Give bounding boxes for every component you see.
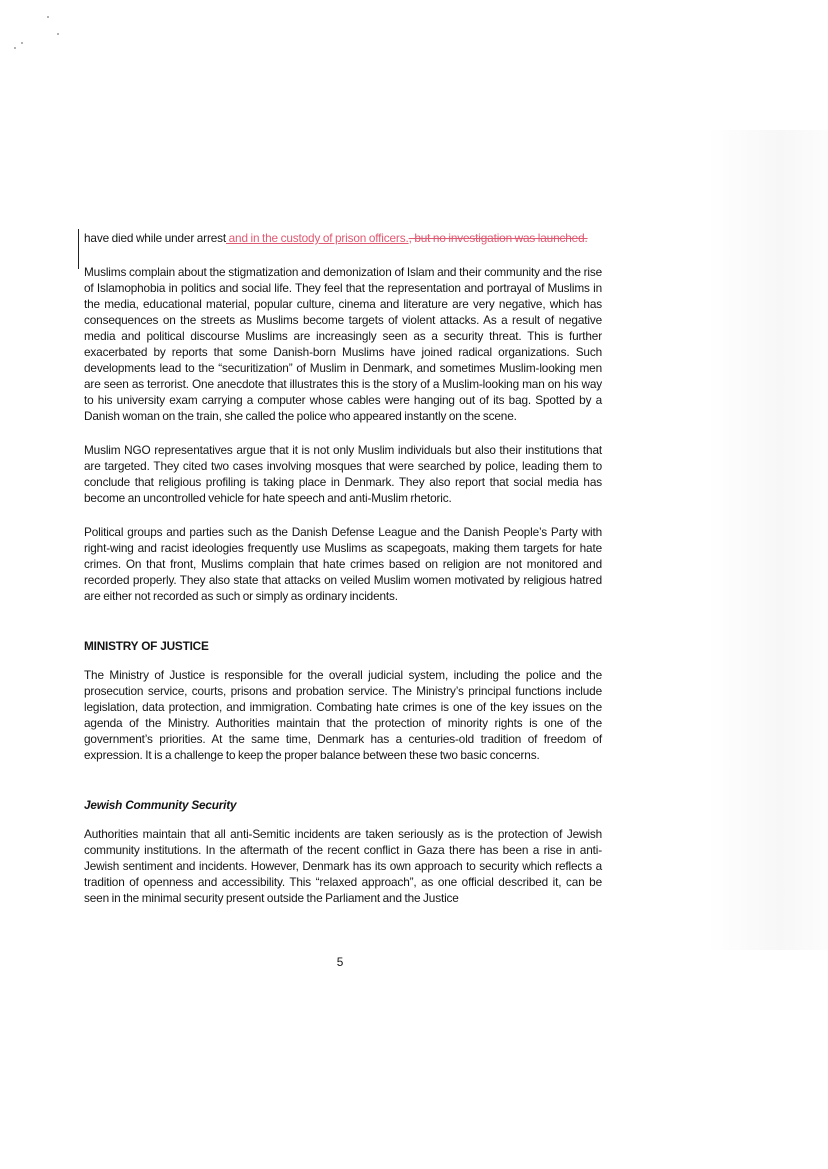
- page-number: 5: [336, 955, 344, 969]
- paragraph-ministry-of-justice: The Ministry of Justice is responsible for the overall judicial system, including the police and the prosecution service, courts, prisons and probation service. The Ministry’s principal functions include legislation, data protection, and immigration. Combating hate crimes is one of the key issues on the agenda of the Ministry. Authorities maintain that the protection of minority rights is one of the government’s priorities. At the same time, Denmark has a centuries-old tradition of freedom of expression. It is a challenge to keep the proper balance between these two basic concerns.: [84, 668, 602, 762]
- paragraph-jewish-community-security: Authorities maintain that all anti-Semitic incidents are taken seriously as is the protection of Jewish community institutions. In the aftermath of the recent conflict in Gaza there has been a rise in anti-Jewish sentiment and incidents. However, Denmark has its own approach to security which reflects a tradition of openness and accessibility. This “relaxed approach”, as one official described it, can be seen in the minimal security present outside the Parliament and the Justice: [84, 827, 602, 905]
- paragraph-ngo-representatives: Muslim NGO representatives argue that it is not only Muslim individuals but also their institutions that are targeted. They cited two cases involving mosques that were searched by police, leading them to conclude that religious profiling is taking place in Denmark. They also report that social media has become an uncontrolled vehicle for hate speech and anti-Muslim rhetoric.: [84, 443, 602, 505]
- document-body: [84, 230, 602, 906]
- revision-change-bar: [78, 229, 79, 269]
- revision-paragraph: [84, 230, 602, 246]
- paragraph-muslims-complaint: Muslims complain about the stigmatization and demonization of Islam and their community and the rise of Islamophobia in politics and social life. They feel that the representation and portrayal of Muslims in the media, educational material, popular culture, cinema and literature are very negative, which has consequences on the streets as Muslims become targets of violent attacks. As a result of negative media and political discourse Muslims are increasingly seen as a security threat. This is further exacerbated by reports that some Danish-born Muslims have joined radical organizations. Such developments lead to the “securitization” of Muslim in Denmark, and sometimes Muslim-looking men are seen as terrorist. One anecdote that illustrates this is the story of a Muslim-looking man on his way to his university exam carrying a computer whose cables were hanging out of its bag. Spotted by a Danish woman on the train, she called the police who appeared instantly on the scene.: [84, 265, 602, 423]
- scan-speck: [57, 33, 59, 35]
- inserted-text: and in the custody of prison officers.: [226, 231, 409, 245]
- scan-speck: [21, 42, 23, 44]
- section-heading-ministry-of-justice: MINISTRY OF JUSTICE: [84, 639, 209, 653]
- revision-lead-text: have died while under arrest: [84, 231, 227, 245]
- deleted-text: , but no investigation was launched.: [408, 231, 588, 245]
- paragraph-political-groups: Political groups and parties such as the Danish Defense League and the Danish People’s Party with right-wing and racist ideologies frequently use Muslims as scapegoats, making them targets for hate crimes. On that front, Muslims complain that hate crimes based on religion are not monitored and recorded properly. They also state that attacks on veiled Muslim women motivated by religious hatred are either not recorded as such or simply as ordinary incidents.: [84, 525, 602, 603]
- scan-speck: [47, 16, 49, 18]
- scan-speck: [14, 47, 16, 49]
- section-heading-jewish-community-security: Jewish Community Security: [84, 798, 237, 812]
- scan-shadow: [708, 130, 828, 950]
